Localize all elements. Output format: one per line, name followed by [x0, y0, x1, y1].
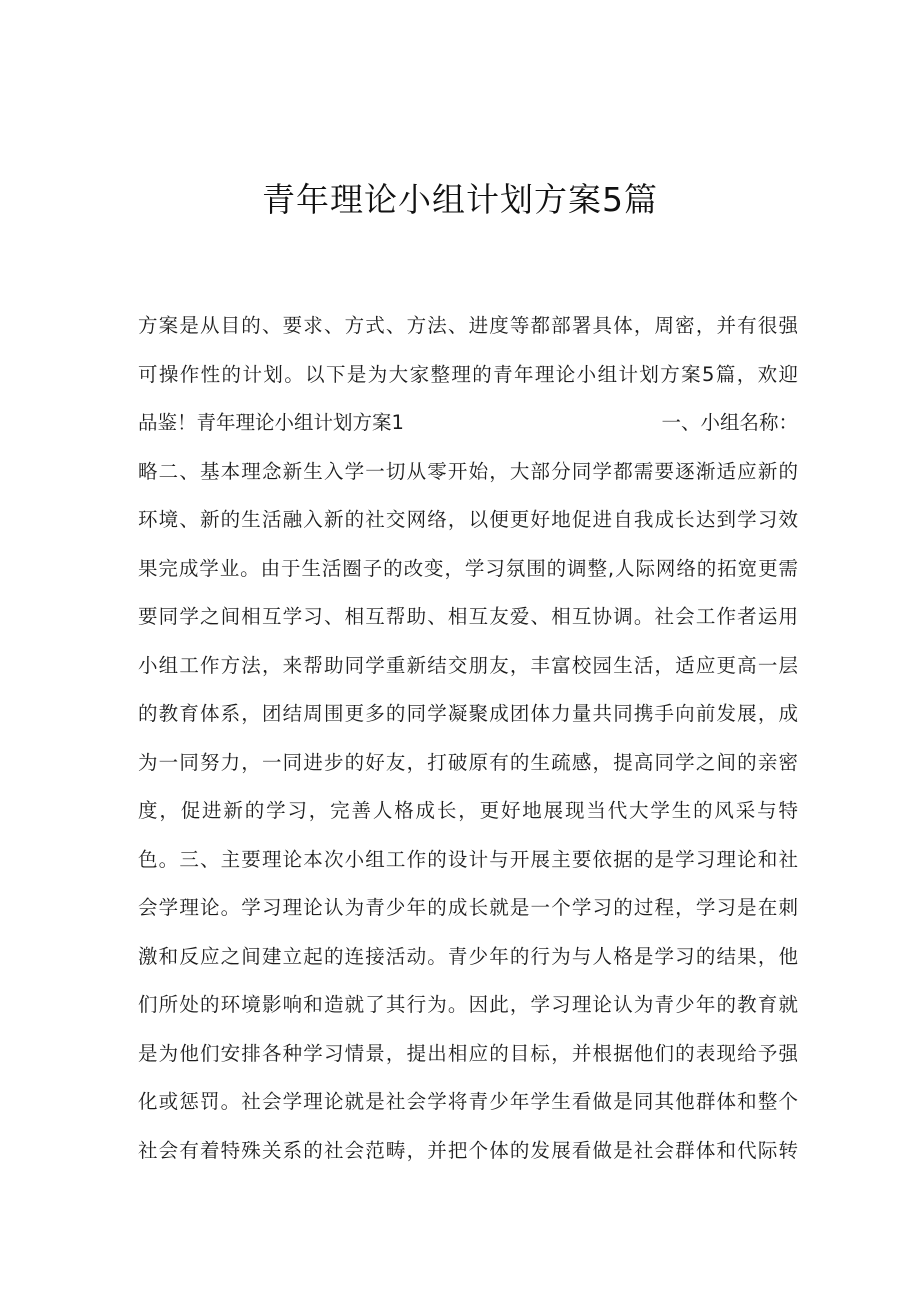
paragraph-line: 会学理论。学习理论认为青少年的成长就是一个学习的过程，学习是在刺 — [138, 896, 798, 919]
paragraph-line: 化或惩罚。社会学理论就是社会学将青少年学生看做是同其他群体和整个 — [138, 1090, 798, 1113]
document-body — [138, 306, 798, 1179]
paragraph-line: 色。三、主要理论本次小组工作的设计与开展主要依据的是学习理论和社 — [138, 847, 798, 871]
paragraph-line: 环境、新的生活融入新的社交网络，以便更好地促进自我成长达到学习效 — [138, 508, 798, 531]
paragraph-line: 方案是从目的、要求、方式、方法、进度等都部署具体，周密，并有很强 — [138, 314, 798, 337]
paragraph-line: 略二、基本理念新生入学一切从零开始，大部分同学都需要逐渐适应新的 — [138, 459, 798, 483]
paragraph-line: 是为他们安排各种学习情景，提出相应的目标，并根据他们的表现给予强 — [138, 1041, 798, 1065]
paragraph-line: 要同学之间相互学习、相互帮助、相互友爱、相互协调。社会工作者运用 — [138, 605, 798, 628]
paragraph-line: 的教育体系，团结周围更多的同学凝聚成团体力量共同携手向前发展，成 — [138, 702, 798, 725]
paragraph-line: 们所处的环境影响和造就了其行为。因此，学习理论认为青少年的教育就 — [138, 993, 798, 1016]
paragraph-line: 小组工作方法，来帮助同学重新结交朋友，丰富校园生活，适应更高一层 — [138, 653, 798, 677]
document-title: 青年理论小组计划方案5篇 — [262, 180, 658, 220]
section-heading-inline: 一、小组名称： — [661, 411, 798, 434]
paragraph-line: 可操作性的计划。以下是为大家整理的青年理论小组计划方案5篇，欢迎 — [138, 362, 798, 386]
paragraph-line: 激和反应之间建立起的连接活动。青少年的行为与人格是学习的结果，他 — [138, 944, 798, 968]
paragraph-line: 度，促进新的学习，完善人格成长，更好地展现当代大学生的风采与特 — [138, 799, 798, 822]
paragraph-line: 为一同努力，一同进步的好友，打破原有的生疏感，提高同学之间的亲密 — [138, 750, 798, 774]
paragraph-line-left: 品鉴！青年理论小组计划方案1 — [138, 411, 404, 434]
paragraph-line: 社会有着特殊关系的社会范畴，并把个体的发展看做是社会群体和代际转 — [138, 1138, 798, 1162]
paragraph-line — [138, 403, 798, 452]
paragraph-line: 果完成学业。由于生活圈子的改变，学习氛围的调整,人际网络的拓宽更需 — [138, 556, 798, 580]
